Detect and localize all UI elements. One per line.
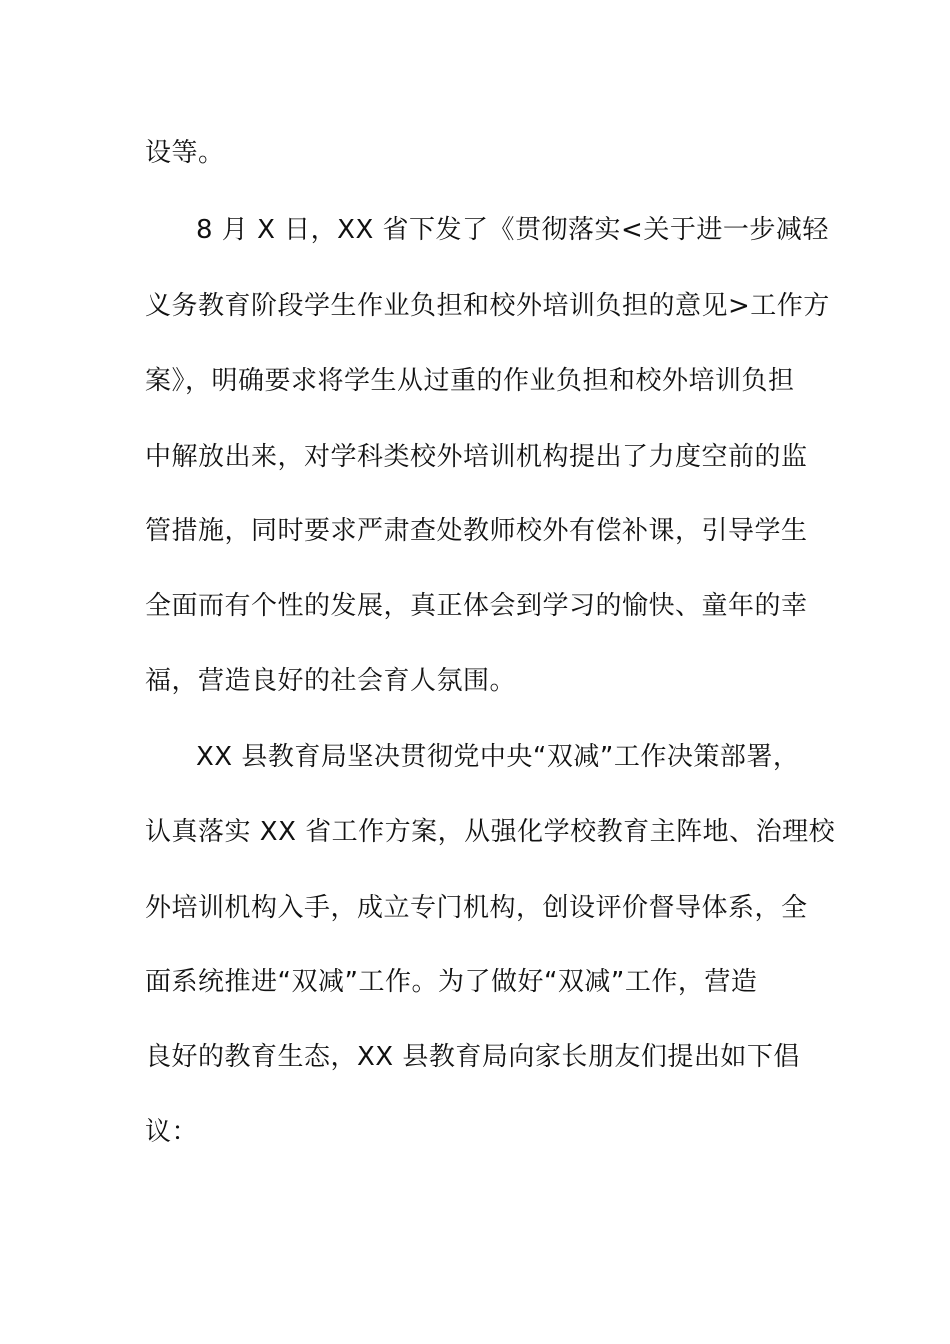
text-line: 良好的教育生态，XX 县教育局向家长朋友们提出如下倡 (145, 1042, 800, 1072)
text-line: 义务教育阶段学生作业负担和校外培训负担的意见>工作方 (145, 291, 830, 321)
text-line: 认真落实 XX 省工作方案，从强化学校教育主阵地、治理校 (145, 817, 836, 847)
text-line: 全面而有个性的发展，真正体会到学习的愉快、童年的幸 (145, 591, 808, 621)
text-line: 设等。 (145, 138, 225, 168)
paragraph-start-line: XX 县教育局坚决贯彻党中央“双减”工作决策部署， (196, 742, 800, 772)
text-line: 面系统推进“双减”工作。为了做好“双减”工作，营造 (145, 967, 758, 997)
text-line: 中解放出来，对学科类校外培训机构提出了力度空前的监 (145, 442, 808, 472)
text-line: 管措施，同时要求严肃查处教师校外有偿补课，引导学生 (145, 516, 808, 546)
text-line: 案》，明确要求将学生从过重的作业负担和校外培训负担 (145, 366, 795, 396)
paragraph-start-line: 8 月 X 日，XX 省下发了《贯彻落实<关于进一步减轻 (196, 215, 829, 245)
text-line: 议： (145, 1117, 199, 1147)
text-line: 外培训机构入手，成立专门机构，创设评价督导体系，全 (145, 893, 808, 923)
text-line: 福，营造良好的社会育人氛围。 (145, 666, 517, 696)
